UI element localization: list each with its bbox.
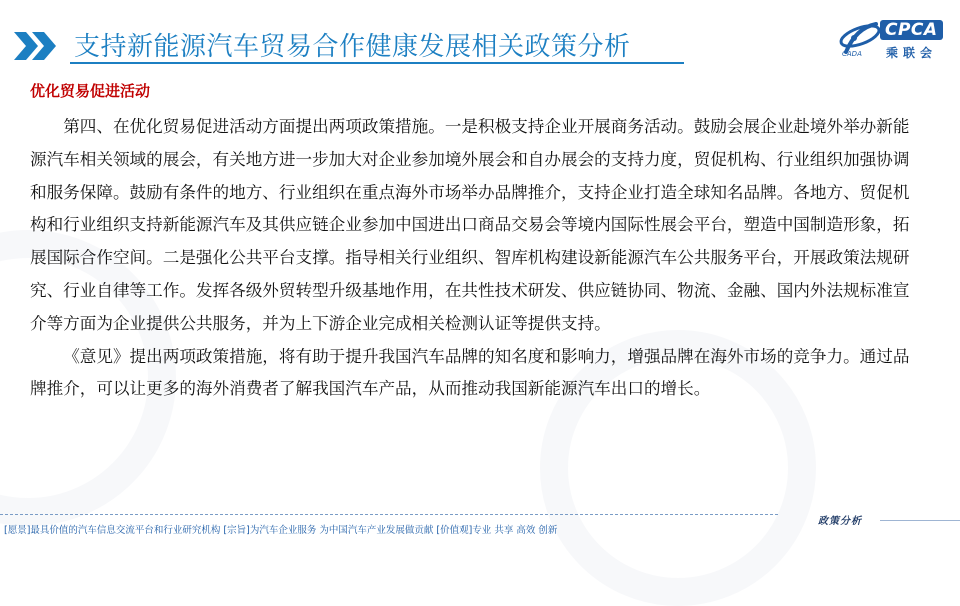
footer-section-label: 政策分析 [818, 516, 862, 527]
logo-chinese-name: 乘联会 [886, 46, 938, 60]
logo-small-text: CADA [842, 50, 862, 58]
double-chevron-icon [12, 30, 62, 62]
footer-mission-text: [愿景]最具价值的汽车信息交流平台和行业研究机构 [宗旨]为汽车企业服务 为中国汽车产业发展做贡献 [价值观]专业 共享 高效 创新 [4, 525, 558, 536]
logo-brand: CPCA [880, 20, 943, 40]
paragraph: 《意见》提出两项政策措施，将有助于提升我国汽车品牌的知名度和影响力，增强品牌在海外市场的竞争力。通过品牌推介，可以让更多的海外消费者了解我国汽车产品，从而推动我国新能源汽车出口的增长。 [30, 346, 910, 399]
footer-divider [0, 514, 778, 515]
cpca-logo [836, 14, 954, 70]
title-underline [70, 62, 684, 64]
paragraph: 第四、在优化贸易促进活动方面提出两项政策措施。一是积极支持企业开展商务活动。鼓励会展企业赴境外举办新能源汽车相关领域的展会，有关地方进一步加大对企业参加境外展会和自办展会的支持力度，贸促机构、行业组织加强协调和服务保障。鼓励有条件的地方、行业组织在重点海外市场举办品牌推介，支持企业打造全球知名品牌。各地方、贸促机构和行业组织支持新能源汽车及其供应链企业参加中国进出口商品交易会等境内国际性展会平台，塑造中国制造形象，拓展国际合作空间。二是强化公共平台支撑。指导相关行业组织、智库机构建设新能源汽车公共服务平台，开展政策法规研究、行业自律等工作。发挥各级外贸转型升级基地作用，在共性技术研发、供应链协同、物流、金融、国内外法规标准宣介等方面为企业提供公共服务，并为上下游企业完成相关检测认证等提供支持。 [30, 117, 910, 333]
section-heading: 优化贸易促进活动 [30, 82, 151, 100]
slide-title: 支持新能源汽车贸易合作健康发展相关政策分析 [74, 32, 631, 62]
slide-header [0, 0, 960, 70]
footer-right-divider [880, 520, 960, 521]
body-text [30, 111, 918, 406]
